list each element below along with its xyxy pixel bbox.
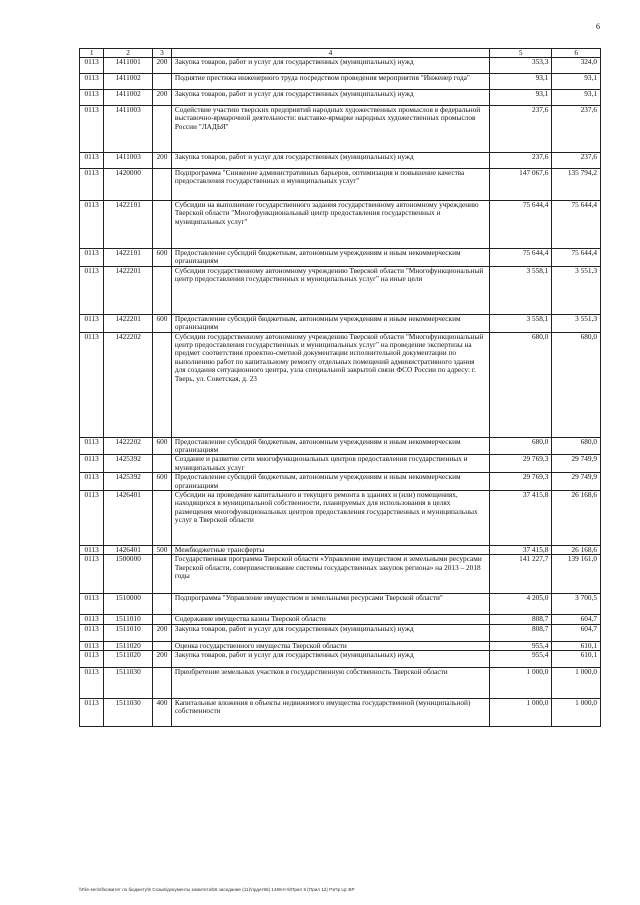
amount-planned-cell: 29 769,3 [490, 473, 552, 491]
expense-type-cell [152, 201, 171, 249]
table-row [80, 249, 601, 267]
amount-actual-cell: 75 644,4 [552, 249, 601, 267]
amount-actual-cell: 1 000,0 [552, 699, 601, 727]
footer-file-path: \\File-sen\sf\комитет по бюджету\5 Созыв\документы комитета\56 заседание (11)\прдет56) 1498-II-5\Прил 5 (Прил 12) РзПр Цс ВР [79, 887, 355, 892]
amount-actual-cell: 237,6 [552, 106, 601, 153]
expense-type-cell [152, 332, 171, 437]
header-cell: 2 [104, 49, 153, 58]
table-row [80, 668, 601, 699]
amount-planned-cell: 37 415,8 [490, 490, 552, 545]
description-cell: Создание и развитие сети многофункциональных центров предоставления государственных и муниципальных услуг [171, 455, 489, 473]
target-code-cell: 1420000 [104, 169, 153, 201]
amount-actual-cell: 135 794,2 [552, 169, 601, 201]
amount-actual-cell: 610,1 [552, 651, 601, 668]
description-cell: Субсидии государственному автономному учреждению Тверской области "Многофункциональный центр предоставления государственных и муниципальных услуг" на иные цели [171, 266, 489, 314]
section-cell: 0113 [80, 58, 104, 74]
target-code-cell: 1511020 [104, 641, 153, 650]
description-cell: Подпрограмма "Снижение административных барьеров, оптимизация и повышение качества предоставления государственных и муниципальных услуг" [171, 169, 489, 201]
amount-actual-cell: 29 749,9 [552, 455, 601, 473]
header-cell: 3 [152, 49, 171, 58]
amount-actual-cell: 610,1 [552, 641, 601, 650]
description-cell: Закупка товаров, работ и услуг для государственных (муниципальных) нужд [171, 651, 489, 668]
table-row [80, 473, 601, 491]
section-cell: 0113 [80, 314, 104, 332]
target-code-cell: 1425392 [104, 455, 153, 473]
expense-type-cell [152, 266, 171, 314]
amount-actual-cell: 29 749,9 [552, 473, 601, 491]
section-cell: 0113 [80, 74, 104, 90]
expense-type-cell [152, 74, 171, 90]
description-cell: Закупка товаров, работ и услуг для государственных (муниципальных) нужд [171, 153, 489, 169]
amount-planned-cell: 680,0 [490, 437, 552, 455]
amount-actual-cell: 3 551,3 [552, 266, 601, 314]
amount-actual-cell: 26 168,6 [552, 490, 601, 545]
description-cell: Межбюджетные трансферты [171, 545, 489, 554]
target-code-cell: 1411001 [104, 58, 153, 74]
amount-actual-cell: 3 700,5 [552, 594, 601, 615]
target-code-cell: 1425392 [104, 473, 153, 491]
table-row [80, 699, 601, 727]
section-cell: 0113 [80, 473, 104, 491]
amount-actual-cell: 324,0 [552, 58, 601, 74]
target-code-cell: 1411003 [104, 153, 153, 169]
section-cell: 0113 [80, 437, 104, 455]
description-cell: Поднятие престижа инженерного труда посредством проведения мероприятия "Инженер года" [171, 74, 489, 90]
target-code-cell: 1422201 [104, 266, 153, 314]
expense-type-cell: 200 [152, 651, 171, 668]
expense-type-cell: 200 [152, 58, 171, 74]
section-cell: 0113 [80, 545, 104, 554]
table-row [80, 201, 601, 249]
expense-type-cell [152, 555, 171, 594]
expense-type-cell: 500 [152, 545, 171, 554]
amount-actual-cell: 93,1 [552, 74, 601, 90]
expense-type-cell [152, 490, 171, 545]
amount-actual-cell: 93,1 [552, 90, 601, 106]
amount-planned-cell: 29 769,3 [490, 455, 552, 473]
description-cell: Приобретение земельных участков в государственную собственность Тверской области [171, 668, 489, 699]
expense-type-cell: 600 [152, 314, 171, 332]
section-cell: 0113 [80, 699, 104, 727]
amount-planned-cell: 93,1 [490, 90, 552, 106]
table-row [80, 651, 601, 668]
table-row [80, 437, 601, 455]
amount-planned-cell: 75 644,4 [490, 201, 552, 249]
section-cell: 0113 [80, 641, 104, 650]
amount-planned-cell: 808,7 [490, 615, 552, 624]
amount-actual-cell: 139 161,0 [552, 555, 601, 594]
amount-planned-cell: 237,6 [490, 106, 552, 153]
amount-planned-cell: 353,3 [490, 58, 552, 74]
amount-actual-cell: 3 551,3 [552, 314, 601, 332]
expense-type-cell: 600 [152, 437, 171, 455]
expense-type-cell: 600 [152, 249, 171, 267]
table-row [80, 169, 601, 201]
description-cell: Содействие участию тверских предприятий народных художественных промыслов в федеральной выставочно-ярмарочной деятельности: выставке-ярмарке народных художественных промыслов России "ЛАДЬЯ" [171, 106, 489, 153]
amount-planned-cell: 1 000,0 [490, 668, 552, 699]
amount-actual-cell: 680,0 [552, 332, 601, 437]
amount-planned-cell: 1 000,0 [490, 699, 552, 727]
expense-type-cell [152, 455, 171, 473]
section-cell: 0113 [80, 455, 104, 473]
table-row [80, 615, 601, 624]
section-cell: 0113 [80, 90, 104, 106]
description-cell: Предоставление субсидий бюджетным, автономным учреждениям и иным некоммерческим организациям [171, 473, 489, 491]
description-cell: Предоставление субсидий бюджетным, автономным учреждениям и иным некоммерческим организациям [171, 249, 489, 267]
amount-planned-cell: 93,1 [490, 74, 552, 90]
target-code-cell: 1500000 [104, 555, 153, 594]
description-cell: Содержание имущества казны Тверской области [171, 615, 489, 624]
table-row [80, 314, 601, 332]
target-code-cell: 1511010 [104, 615, 153, 624]
target-code-cell: 1411002 [104, 74, 153, 90]
table-row [80, 106, 601, 153]
description-cell: Государственная программа Тверской области «Управление имуществом и земельными ресурсами Тверской области, совершенствование системы государственных закупок региона» на 2013 – 2018 годы [171, 555, 489, 594]
amount-planned-cell: 955,4 [490, 651, 552, 668]
amount-planned-cell: 4 205,0 [490, 594, 552, 615]
header-cell: 4 [171, 49, 489, 58]
target-code-cell: 1511010 [104, 624, 153, 641]
amount-planned-cell: 955,4 [490, 641, 552, 650]
section-cell: 0113 [80, 332, 104, 437]
header-cell: 6 [552, 49, 601, 58]
section-cell: 0113 [80, 201, 104, 249]
description-cell: Предоставление субсидий бюджетным, автономным учреждениям и иным некоммерческим организациям [171, 314, 489, 332]
amount-actual-cell: 237,6 [552, 153, 601, 169]
description-cell: Подпрограмма "Управление имуществом и земельными ресурсами Тверской области" [171, 594, 489, 615]
target-code-cell: 1426401 [104, 545, 153, 554]
amount-planned-cell: 3 558,1 [490, 314, 552, 332]
amount-actual-cell: 680,0 [552, 437, 601, 455]
expense-type-cell: 200 [152, 90, 171, 106]
table-row [80, 266, 601, 314]
amount-actual-cell: 75 644,4 [552, 201, 601, 249]
section-cell: 0113 [80, 624, 104, 641]
expense-type-cell [152, 668, 171, 699]
budget-table [79, 48, 601, 727]
table-row [80, 74, 601, 90]
description-cell: Субсидии на выполнение государственного задания государственному автономному учреждению Тверской области "Многофункциональный центр предоставления государственных и муниципальных услуг" [171, 201, 489, 249]
table-row [80, 624, 601, 641]
table-row [80, 594, 601, 615]
expense-type-cell: 600 [152, 473, 171, 491]
expense-type-cell [152, 615, 171, 624]
expense-type-cell [152, 169, 171, 201]
amount-actual-cell: 604,7 [552, 624, 601, 641]
amount-planned-cell: 3 558,1 [490, 266, 552, 314]
target-code-cell: 1422202 [104, 332, 153, 437]
target-code-cell: 1510000 [104, 594, 153, 615]
header-cell: 5 [490, 49, 552, 58]
amount-actual-cell: 604,7 [552, 615, 601, 624]
expense-type-cell [152, 594, 171, 615]
target-code-cell: 1411003 [104, 106, 153, 153]
target-code-cell: 1511020 [104, 651, 153, 668]
target-code-cell: 1422101 [104, 201, 153, 249]
section-cell: 0113 [80, 594, 104, 615]
amount-planned-cell: 75 644,4 [490, 249, 552, 267]
description-cell: Закупка товаров, работ и услуг для государственных (муниципальных) нужд [171, 624, 489, 641]
section-cell: 0113 [80, 555, 104, 594]
section-cell: 0113 [80, 490, 104, 545]
target-code-cell: 1511030 [104, 699, 153, 727]
description-cell: Субсидии государственному автономному учреждению Тверской области "Многофункциональный центр предоставления государственных и муниципальных услуг" на проведение экспертизы на предмет соответствия проектно-сметной документации исполнительной документации по выполнению работ по капитальному ремонту отдельных помещений административного здания для создания ситуационного центра, узла специальной закрытой связи ФСО России по адресу: г. Тверь, ул. Советская, д. 23 [171, 332, 489, 437]
target-code-cell: 1422201 [104, 314, 153, 332]
amount-actual-cell: 26 168,6 [552, 545, 601, 554]
table-row [80, 332, 601, 437]
header-cell: 1 [80, 49, 104, 58]
amount-planned-cell: 680,0 [490, 332, 552, 437]
section-cell: 0113 [80, 153, 104, 169]
amount-actual-cell: 1 000,0 [552, 668, 601, 699]
target-code-cell: 1426401 [104, 490, 153, 545]
description-cell: Оценка государственного имущества Тверской области [171, 641, 489, 650]
section-cell: 0113 [80, 668, 104, 699]
target-code-cell: 1422202 [104, 437, 153, 455]
table-row [80, 58, 601, 74]
target-code-cell: 1411002 [104, 90, 153, 106]
table-row [80, 153, 601, 169]
section-cell: 0113 [80, 615, 104, 624]
description-cell: Субсидии на проведение капитального и текущего ремонта в зданиях и (или) помещениях, находящихся в муниципальной собственности, планируемых для использования в целях размещения многофункциональных центров предоставления государственных и муниципальных услуг в Тверской области [171, 490, 489, 545]
description-cell: Закупка товаров, работ и услуг для государственных (муниципальных) нужд [171, 90, 489, 106]
description-cell: Закупка товаров, работ и услуг для государственных (муниципальных) нужд [171, 58, 489, 74]
section-cell: 0113 [80, 249, 104, 267]
expense-type-cell: 400 [152, 699, 171, 727]
target-code-cell: 1422101 [104, 249, 153, 267]
amount-planned-cell: 147 067,6 [490, 169, 552, 201]
description-cell: Предоставление субсидий бюджетным, автономным учреждениям и иным некоммерческим организациям [171, 437, 489, 455]
table-row [80, 90, 601, 106]
section-cell: 0113 [80, 106, 104, 153]
amount-planned-cell: 237,6 [490, 153, 552, 169]
description-cell: Капитальные вложения в объекты недвижимого имущества государственной (муниципальной) собственности [171, 699, 489, 727]
table-row [80, 490, 601, 545]
amount-planned-cell: 141 227,7 [490, 555, 552, 594]
table-row [80, 455, 601, 473]
amount-planned-cell: 808,7 [490, 624, 552, 641]
section-cell: 0113 [80, 651, 104, 668]
expense-type-cell [152, 106, 171, 153]
section-cell: 0113 [80, 266, 104, 314]
amount-planned-cell: 37 415,8 [490, 545, 552, 554]
page-number: 6 [596, 22, 600, 31]
expense-type-cell: 200 [152, 153, 171, 169]
target-code-cell: 1511030 [104, 668, 153, 699]
section-cell: 0113 [80, 169, 104, 201]
table-row [80, 555, 601, 594]
expense-type-cell: 200 [152, 624, 171, 641]
